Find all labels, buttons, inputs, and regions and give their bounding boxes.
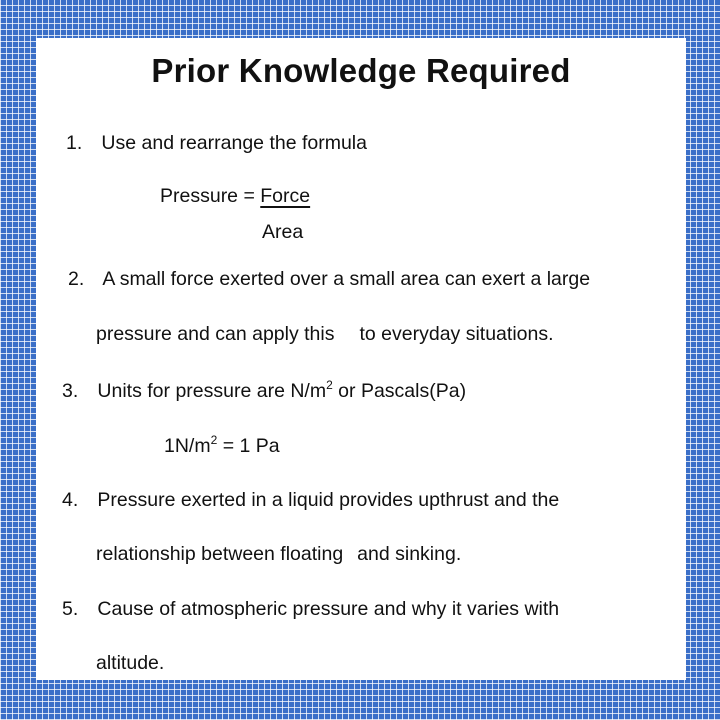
formula-numerator: Force bbox=[260, 185, 311, 207]
item-text: or Pascals(Pa) bbox=[332, 380, 467, 402]
superscript: 2 bbox=[210, 433, 218, 447]
list-item-5-continued: altitude. bbox=[96, 652, 165, 674]
item-text: to everyday situations. bbox=[359, 323, 554, 345]
pascal-equation bbox=[164, 433, 280, 458]
list-item-2-continued bbox=[96, 323, 554, 346]
item-text: Cause of atmospheric pressure and why it varies with bbox=[97, 598, 560, 620]
item-text: A small force exerted over a small area can exert a large bbox=[102, 268, 591, 290]
formula-denominator: Area bbox=[262, 221, 304, 243]
list-item-4 bbox=[62, 489, 559, 512]
equation-lhs: 1N/m bbox=[164, 435, 211, 457]
superscript: 2 bbox=[326, 378, 333, 392]
list-item-4-continued bbox=[96, 543, 461, 566]
list-item-5 bbox=[62, 598, 559, 621]
page-title: Prior Knowledge Required bbox=[151, 52, 571, 89]
item-number: 2. bbox=[68, 268, 85, 290]
list-item-2 bbox=[68, 268, 590, 291]
formula-lhs: Pressure = bbox=[160, 185, 261, 207]
list-item-3 bbox=[62, 378, 466, 403]
item-number: 5. bbox=[62, 598, 79, 620]
item-number: 3. bbox=[62, 380, 79, 402]
item-text: relationship between floating bbox=[96, 543, 344, 565]
item-text: and sinking. bbox=[357, 543, 462, 565]
item-number: 1. bbox=[66, 132, 83, 154]
item-text: Pressure exerted in a liquid provides upthrust and the bbox=[97, 489, 560, 511]
list-item-1 bbox=[66, 132, 367, 155]
pressure-formula bbox=[160, 185, 310, 208]
content-card bbox=[36, 38, 686, 680]
item-text: pressure and can apply this bbox=[96, 323, 335, 345]
item-number: 4. bbox=[62, 489, 79, 511]
item-text: Units for pressure are N/m bbox=[97, 380, 327, 402]
item-text: Use and rearrange the formula bbox=[101, 132, 367, 154]
equation-rhs: = 1 Pa bbox=[217, 435, 280, 457]
